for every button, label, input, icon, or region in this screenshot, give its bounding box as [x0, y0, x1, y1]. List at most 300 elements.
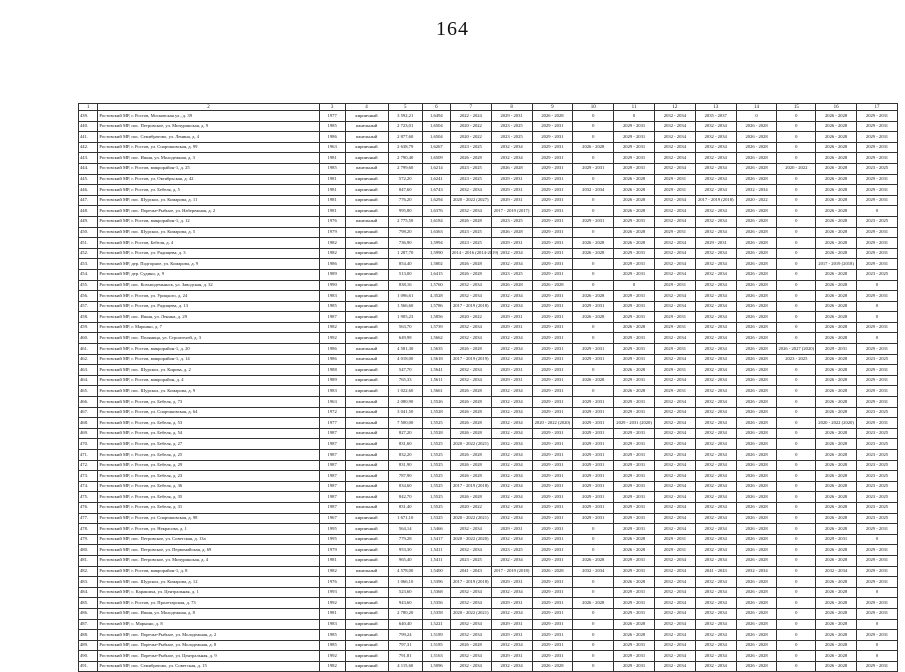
table-cell: 2029 - 2031: [856, 608, 897, 619]
table-cell: 2032 - 2034: [736, 185, 777, 196]
table-cell: 2032 - 2034: [654, 291, 695, 302]
table-cell: 2029 - 2031: [856, 291, 897, 302]
table-cell: 2026 - 2028: [736, 640, 777, 651]
table-cell: 2017 - 2019 (2018): [491, 566, 532, 577]
table-cell: 0: [777, 513, 816, 524]
table-cell: 2026 - 2028: [736, 598, 777, 609]
table-cell: 2029 - 2031: [573, 439, 614, 450]
row-number-cell: 473.: [79, 471, 98, 482]
row-number-cell: 458.: [79, 312, 98, 323]
table-cell: 2020 - 2022: [736, 195, 777, 206]
table-cell: 2032 - 2034: [450, 291, 491, 302]
table-cell: 2 080,90: [388, 397, 422, 408]
row-number-cell: 467.: [79, 407, 98, 418]
address-cell: Ростовский МР, г. Ростов, ул. Бебеля, д. 31: [98, 502, 319, 513]
table-row: [79, 397, 898, 408]
table-cell: 2026 - 2028: [736, 259, 777, 270]
table-cell: 2032 - 2034: [491, 640, 532, 651]
table-cell: 1 566,60: [388, 301, 422, 312]
table-cell: 842,70: [388, 492, 422, 503]
table-cell: 2029 - 2031: [856, 555, 897, 566]
table-cell: 7 500,00: [388, 418, 422, 429]
table-cell: 0: [573, 587, 614, 598]
table-cell: 0: [777, 333, 816, 344]
table-row: [79, 354, 898, 365]
table-cell: 2023 - 2025: [856, 163, 897, 174]
table-cell: 0: [573, 111, 614, 122]
table-cell: 0: [777, 587, 816, 598]
table-cell: 2029 - 2031: [573, 301, 614, 312]
table-cell: 2026 - 2028: [614, 365, 655, 376]
table-cell: 1985: [319, 121, 345, 132]
table-cell: 1987: [319, 428, 345, 439]
table-cell: 1,6214: [422, 163, 450, 174]
table-cell: 2032 - 2034: [695, 386, 736, 397]
table-cell: 0: [573, 534, 614, 545]
table-cell: 1986: [319, 132, 345, 143]
table-cell: 2032 - 2034: [654, 195, 695, 206]
table-cell: 0: [856, 206, 897, 217]
table-cell: 2026 - 2028: [736, 661, 777, 672]
table-cell: 2026 - 2028: [736, 439, 777, 450]
table-cell: 2032 - 2034: [654, 619, 695, 630]
table-cell: панельный: [345, 428, 388, 439]
table-cell: 2032 - 2034: [450, 661, 491, 672]
address-cell: Ростовский МР, г. Ростов, Московская ул., д. 39: [98, 111, 319, 122]
table-cell: 2026 - 2028: [736, 301, 777, 312]
table-cell: 2020 - 2022 (2020): [816, 418, 857, 429]
row-number-cell: 440.: [79, 121, 98, 132]
table-cell: 0: [777, 301, 816, 312]
table-cell: панельный: [345, 502, 388, 513]
table-cell: 779,28: [388, 534, 422, 545]
table-cell: 1,5525: [422, 439, 450, 450]
table-cell: 2029 - 2031: [856, 195, 897, 206]
table-cell: 2026 - 2028: [816, 185, 857, 196]
table-cell: 2029 - 2031: [614, 651, 655, 662]
table-cell: 2029 - 2031: [573, 397, 614, 408]
table-cell: 2032 - 2034: [491, 471, 532, 482]
table-cell: 0: [777, 630, 816, 641]
table-cell: 0: [777, 492, 816, 503]
table-cell: 2032 - 2034: [491, 502, 532, 513]
row-number-cell: 448.: [79, 206, 98, 217]
table-cell: 0: [856, 333, 897, 344]
table-cell: 2023 - 2025: [856, 460, 897, 471]
table-cell: 1983: [319, 291, 345, 302]
table-cell: 0: [777, 407, 816, 418]
table-cell: 2032 - 2034: [491, 248, 532, 259]
table-row: [79, 471, 898, 482]
table-cell: 2029 - 2031: [573, 428, 614, 439]
table-row: [79, 248, 898, 259]
table-cell: 2023 - 2025: [450, 163, 491, 174]
table-cell: 2029 - 2031: [856, 577, 897, 588]
table-cell: 2029 - 2031: [532, 471, 573, 482]
row-number-cell: 443.: [79, 153, 98, 164]
table-cell: 2032 - 2034: [491, 418, 532, 429]
table-cell: 2032 - 2034: [695, 227, 736, 238]
table-cell: 2029 - 2031: [532, 555, 573, 566]
table-cell: 0: [777, 121, 816, 132]
table-cell: 2029 - 2031: [532, 206, 573, 217]
table-cell: 2023 - 2025: [491, 132, 532, 143]
table-cell: 0: [777, 619, 816, 630]
table-row: [79, 163, 898, 174]
table-cell: 2032 - 2034: [695, 545, 736, 556]
table-cell: кирпичный: [345, 555, 388, 566]
table-cell: панельный: [345, 407, 388, 418]
table-cell: 1,5466: [422, 524, 450, 535]
table-cell: 2029 - 2031: [532, 153, 573, 164]
table-cell: 2026 - 2028: [736, 312, 777, 323]
table-row: [79, 185, 898, 196]
table-cell: 2032 - 2034: [491, 301, 532, 312]
table-cell: 1,6241: [422, 174, 450, 185]
table-row: [79, 280, 898, 291]
table-cell: 2029 - 2031: [532, 195, 573, 206]
table-cell: 0: [777, 238, 816, 249]
address-cell: Ростовский МР, г. Ростов, ул. Спартаковская, д. 99: [98, 142, 319, 153]
table-cell: 2032 - 2034: [491, 460, 532, 471]
table-cell: 1 905,23: [388, 312, 422, 323]
table-cell: 1981: [319, 195, 345, 206]
table-cell: кирпичный: [345, 269, 388, 280]
table-cell: 1,6494: [422, 111, 450, 122]
table-cell: 2029 - 2031: [856, 630, 897, 641]
table-cell: 2026 - 2028: [816, 301, 857, 312]
table-cell: 2026 - 2028: [736, 227, 777, 238]
address-cell: Ростовский МР, пос. Ишня, ул. Молодежная, д. 8: [98, 608, 319, 619]
table-cell: 2026 - 2028: [491, 227, 532, 238]
table-cell: 2026 - 2028: [816, 121, 857, 132]
table-cell: 1,5185: [422, 640, 450, 651]
table-cell: 2032 - 2034: [491, 587, 532, 598]
table-cell: 2029 - 2031: [532, 259, 573, 270]
table-cell: кирпичный: [345, 312, 388, 323]
table-cell: 1986: [319, 259, 345, 270]
table-cell: 2026 - 2028: [736, 619, 777, 630]
table-cell: 1963: [319, 397, 345, 408]
table-row: [79, 502, 898, 513]
table-cell: 1967: [319, 513, 345, 524]
column-number: 13: [695, 104, 736, 111]
table-cell: 0: [856, 640, 897, 651]
table-cell: 2032 - 2034: [695, 142, 736, 153]
table-cell: 2026 - 2028: [736, 121, 777, 132]
table-row: [79, 375, 898, 386]
row-number-cell: 439.: [79, 111, 98, 122]
table-cell: 2020 - 2022 (2021): [450, 513, 491, 524]
table-cell: 2029 - 2031: [816, 534, 857, 545]
table-cell: 2023 - 2025: [491, 121, 532, 132]
table-cell: 1,6376: [422, 206, 450, 217]
table-cell: 2029 - 2031: [491, 174, 532, 185]
address-cell: Ростовский МР, г. Ростов, ул. Октябрьская, д. 42: [98, 174, 319, 185]
table-cell: 2029 - 2031: [573, 513, 614, 524]
table-cell: 0: [777, 259, 816, 270]
table-cell: 0: [777, 174, 816, 185]
table-row: [79, 534, 898, 545]
table-cell: 2032 - 2034: [654, 132, 695, 143]
table-cell: 2032 - 2034: [654, 555, 695, 566]
row-number-cell: 465.: [79, 386, 98, 397]
table-cell: 1987: [319, 439, 345, 450]
table-cell: 2029 - 2031: [614, 513, 655, 524]
table-cell: 1995: [319, 534, 345, 545]
table-cell: 1,5526: [422, 397, 450, 408]
table-cell: 2029 - 2031: [856, 132, 897, 143]
table-cell: 1989: [319, 269, 345, 280]
table-cell: 1 671,10: [388, 513, 422, 524]
table-cell: 2029 - 2031: [856, 153, 897, 164]
address-cell: Ростовский МР, пос. Петровское, ул. Мичуринская, д. 4: [98, 555, 319, 566]
table-cell: 832,20: [388, 450, 422, 461]
column-number: 4: [345, 104, 388, 111]
table-cell: 2029 - 2031: [491, 651, 532, 662]
table-cell: 2029 - 2031: [614, 428, 655, 439]
address-cell: Ростовский МР, пос. Петровское, ул. Первомайская, д. 69: [98, 545, 319, 556]
table-cell: панельный: [345, 354, 388, 365]
table-cell: 2032 - 2034: [491, 397, 532, 408]
table-cell: кирпичный: [345, 630, 388, 641]
table-cell: кирпичный: [345, 174, 388, 185]
table-cell: 2029 - 2031: [532, 619, 573, 630]
table-cell: кирпичный: [345, 291, 388, 302]
row-number-cell: 490.: [79, 651, 98, 662]
table-cell: 2026 - 2028: [532, 566, 573, 577]
table-cell: 2026 - 2028: [816, 598, 857, 609]
table-cell: 1976: [319, 577, 345, 588]
table-cell: 2026 - 2028: [736, 216, 777, 227]
table-cell: 0: [573, 132, 614, 143]
table-cell: 2032 - 2034: [654, 375, 695, 386]
table-cell: 2032 - 2034: [654, 598, 695, 609]
table-cell: 1985: [319, 640, 345, 651]
table-cell: 0: [777, 397, 816, 408]
table-cell: 2023 - 2025: [450, 238, 491, 249]
table-cell: 0: [573, 577, 614, 588]
table-cell: 2026 - 2028: [614, 322, 655, 333]
table-row: [79, 291, 898, 302]
table-cell: 1987: [319, 460, 345, 471]
table-cell: 2026 - 2028: [532, 280, 573, 291]
table-cell: 1982: [319, 566, 345, 577]
table-cell: 2026 - 2028: [816, 132, 857, 143]
table-cell: 0: [777, 428, 816, 439]
table-row: [79, 450, 898, 461]
table-cell: 2020 - 2022 (2020): [450, 534, 491, 545]
table-cell: 2029 - 2031: [532, 344, 573, 355]
address-cell: Ростовский МР, г. Марьино, д. 7: [98, 322, 319, 333]
row-number-cell: 469.: [79, 428, 98, 439]
table-cell: 2029 - 2031: [532, 407, 573, 418]
row-number-cell: 481.: [79, 555, 98, 566]
table-cell: 831,90: [388, 460, 422, 471]
table-cell: 2026 - 2028: [736, 460, 777, 471]
table-cell: 2029 - 2031: [573, 460, 614, 471]
table-cell: кирпичный: [345, 185, 388, 196]
table-cell: 2032 - 2034: [695, 418, 736, 429]
table-cell: 2029 - 2031: [532, 121, 573, 132]
table-cell: 2026 - 2028: [816, 322, 857, 333]
table-cell: 0: [777, 439, 816, 450]
table-cell: 2023 - 2025: [856, 450, 897, 461]
table-row: [79, 608, 898, 619]
table-cell: 2029 - 2031: [532, 269, 573, 280]
table-cell: 2032 - 2034: [695, 121, 736, 132]
table-cell: 2029 - 2031: [532, 534, 573, 545]
table-cell: 2029 - 2031: [532, 492, 573, 503]
table-cell: 2 790,40: [388, 153, 422, 164]
table-row: [79, 566, 898, 577]
table-cell: 2032 - 2034: [695, 651, 736, 662]
table-cell: 2029 - 2031: [573, 418, 614, 429]
table-cell: 2029 - 2031: [532, 439, 573, 450]
table-cell: 2032 - 2034: [654, 460, 695, 471]
table-cell: 2032 - 2034: [450, 365, 491, 376]
row-number-cell: 464.: [79, 375, 98, 386]
address-cell: Ростовский МР, дер. Судино, д. 9: [98, 269, 319, 280]
table-cell: 2026 - 2028: [736, 587, 777, 598]
table-cell: 2032 - 2034: [654, 269, 695, 280]
table-cell: 2023 - 2025: [450, 555, 491, 566]
table-cell: 1,6415: [422, 269, 450, 280]
table-cell: 2029 - 2031: [614, 492, 655, 503]
table-cell: кирпичный: [345, 227, 388, 238]
table-cell: 2032 - 2034: [695, 534, 736, 545]
table-cell: 2029 - 2031: [654, 534, 695, 545]
table-cell: 1983: [319, 386, 345, 397]
table-cell: 2026 - 2028: [816, 661, 857, 672]
table-cell: 2029 - 2031: [856, 259, 897, 270]
table-cell: 2026 - 2028: [614, 185, 655, 196]
table-cell: 2029 - 2031: [856, 238, 897, 249]
table-cell: 2032 - 2034: [695, 481, 736, 492]
address-cell: Ростовский МР, г. Ростов, микрорайон-1, д. 20: [98, 344, 319, 355]
address-cell: Ростовский МР, пос. Шурскол, ул. Комарова, д. 11: [98, 195, 319, 206]
table-cell: 3 041,50: [388, 407, 422, 418]
table-cell: 1,5400: [422, 566, 450, 577]
table-cell: 1 287,70: [388, 248, 422, 259]
table-cell: 0: [777, 248, 816, 259]
address-cell: Ростовский МР, пос. Шурскол, ул. Комарова, д. 12: [98, 577, 319, 588]
table-cell: 2026 - 2028: [816, 291, 857, 302]
table-cell: 2029 - 2031: [614, 291, 655, 302]
table-cell: 2026 - 2028: [736, 132, 777, 143]
table-row: [79, 142, 898, 153]
table-cell: 2032 - 2034: [654, 111, 695, 122]
table-cell: 791,81: [388, 651, 422, 662]
table-cell: 2029 - 2031: [532, 132, 573, 143]
table-cell: 2023 - 2025: [856, 428, 897, 439]
table-cell: 2026 - 2028: [614, 577, 655, 588]
column-number: 10: [573, 104, 614, 111]
table-cell: 2026 - 2028: [816, 153, 857, 164]
table-cell: 1982: [319, 248, 345, 259]
table-cell: 2029 - 2031: [573, 163, 614, 174]
table-cell: 2023 - 2025: [856, 216, 897, 227]
table-cell: кирпичный: [345, 587, 388, 598]
table-cell: 2026 - 2028: [736, 651, 777, 662]
table-cell: 2029 - 2031: [856, 142, 897, 153]
address-cell: Ростовский МР, г. Ростов, ул. Бебеля, д. 27: [98, 439, 319, 450]
table-cell: 2026 - 2028: [614, 227, 655, 238]
table-cell: 831,40: [388, 502, 422, 513]
table-cell: 2023 - 2025: [450, 142, 491, 153]
table-cell: 2029 - 2031: [491, 375, 532, 386]
table-cell: 1990: [319, 280, 345, 291]
address-cell: Ростовский МР, г. Ростов, ул. Спартаковская, д. 64: [98, 407, 319, 418]
table-cell: 2032 - 2034: [654, 428, 695, 439]
table-cell: 2032 - 2034: [450, 375, 491, 386]
table-cell: 834,60: [388, 481, 422, 492]
table-cell: 2026 - 2028: [816, 248, 857, 259]
table-cell: 2026 - 2028: [450, 492, 491, 503]
table-cell: 2026 - 2028: [736, 354, 777, 365]
table-cell: кирпичный: [345, 513, 388, 524]
table-cell: кирпичный: [345, 195, 388, 206]
table-cell: 1981: [319, 555, 345, 566]
table-cell: панельный: [345, 344, 388, 355]
table-cell: 2026 - 2028: [450, 153, 491, 164]
table-cell: 2026 - 2028: [573, 142, 614, 153]
table-cell: 827,20: [388, 428, 422, 439]
table-cell: 2032 - 2034: [695, 555, 736, 566]
table-cell: 2029 - 2031: [654, 174, 695, 185]
table-cell: 2026 - 2028: [736, 524, 777, 535]
table-cell: кирпичный: [345, 153, 388, 164]
table-cell: 2029 - 2031: [614, 471, 655, 482]
table-cell: 2032 - 2034: [695, 301, 736, 312]
table-cell: 2032 - 2034: [695, 269, 736, 280]
table-cell: 2032 - 2034: [491, 555, 532, 566]
table-cell: 2029 - 2031: [856, 566, 897, 577]
table-cell: 2032 - 2034: [654, 450, 695, 461]
table-cell: 2026 - 2028: [816, 428, 857, 439]
table-cell: 2026 - 2028: [532, 661, 573, 672]
table-cell: 2032 - 2034: [450, 651, 491, 662]
table-row: [79, 460, 898, 471]
table-cell: 965,40: [388, 555, 422, 566]
row-number-cell: 456.: [79, 291, 98, 302]
table-cell: 2029 - 2031: [614, 608, 655, 619]
table-cell: 2032 - 2034: [491, 259, 532, 270]
table-cell: 953,30: [388, 545, 422, 556]
address-cell: Ростовский МР, пос. Ишня, ул. Ленина, д. 29: [98, 312, 319, 323]
table-cell: 0: [777, 661, 816, 672]
table-cell: 2026 - 2028: [816, 195, 857, 206]
table-cell: 2032 - 2034: [450, 524, 491, 535]
table-cell: 1,5358: [422, 608, 450, 619]
table-cell: 2032 - 2034: [654, 142, 695, 153]
table-row: [79, 153, 898, 164]
table-cell: 0: [777, 142, 816, 153]
table-cell: 2032 - 2034: [654, 153, 695, 164]
table-cell: 2029 - 2031: [532, 312, 573, 323]
table-cell: 2029 - 2031: [654, 386, 695, 397]
table-cell: 1,5661: [422, 386, 450, 397]
table-cell: 1,6509: [422, 153, 450, 164]
table-cell: 2026 - 2028: [736, 163, 777, 174]
table-cell: 2032 - 2034: [695, 608, 736, 619]
table-cell: кирпичный: [345, 238, 388, 249]
table-cell: панельный: [345, 566, 388, 577]
table-row: [79, 333, 898, 344]
table-cell: 0: [573, 386, 614, 397]
row-number-cell: 451.: [79, 238, 98, 249]
table-cell: 0: [777, 566, 816, 577]
